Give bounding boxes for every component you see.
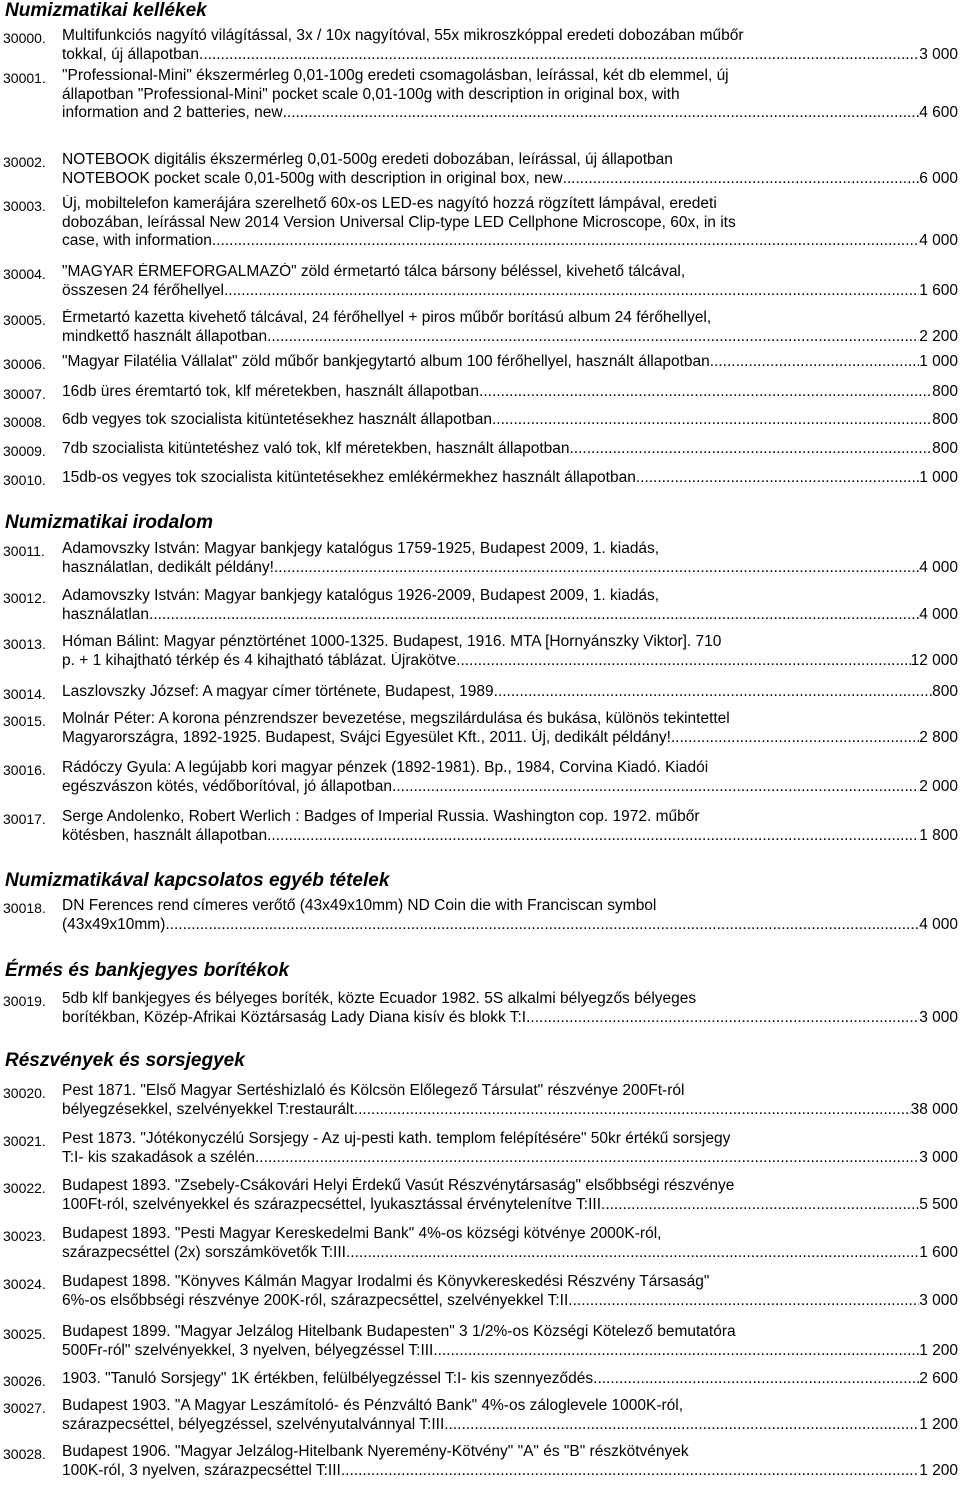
lot-number: 30021.: [3, 1133, 46, 1149]
description-line: "Magyar Filatélia Vállalat" zöld műbőr bankjegytartó album 100 férőhellyel, használt állapotban: [62, 353, 710, 370]
description-line: egészvászon kötés, védőborítóval, jó állapotban.: [62, 777, 397, 795]
entry-description: [62, 67, 958, 123]
entry-description: [62, 411, 958, 430]
starting-price: 5 500: [919, 1195, 958, 1213]
entry-description: [62, 683, 958, 702]
lot-number: 30022.: [3, 1180, 46, 1196]
entry-description: [62, 1225, 958, 1262]
lot-number: 30001.: [3, 70, 46, 86]
description-line: p. + 1 kihajtható térkép és 4 kihajtható táblázat. Újrakötve.: [62, 651, 461, 669]
starting-price: 800: [932, 440, 958, 457]
section-heading: Numizmatikával kapcsolatos egyéb tételek: [5, 870, 390, 891]
description-line: Budapest 1899. "Magyar Jelzálog Hitelbank Budapesten" 3 1/2%-os Községi Kötelező bemutatóra: [62, 1323, 736, 1340]
entry-description: [62, 1443, 958, 1480]
entry-description: [62, 469, 958, 488]
starting-price: 3 000: [919, 1008, 958, 1026]
lot-number: 30000.: [3, 30, 46, 46]
description-line: mindkettő használt állapotban: [62, 327, 268, 345]
description-line: Hóman Bálint: Magyar pénztörténet 1000-1325. Budapest, 1916. MTA [Hornyánszky Viktor]. 710: [62, 633, 722, 650]
description-line: information and 2 batteries, new: [62, 104, 283, 121]
dot-leader: [671, 729, 919, 748]
lot-number: 30016.: [3, 762, 46, 778]
starting-price: 3 000: [919, 1291, 958, 1309]
starting-price: 1 200: [919, 1341, 958, 1359]
starting-price: 6 000: [919, 169, 958, 187]
lot-number: 30014.: [3, 686, 46, 702]
description-line: szárazpecséttel (2x) sorszámkövetők T:III: [62, 1243, 346, 1261]
description-line: Molnár Péter: A korona pénzrendszer bevezetése, megszilárdulása és bukása, különös tekintettel: [62, 710, 730, 727]
starting-price: 38 000: [910, 1100, 958, 1118]
description-line: borítékban, Közép-Afrikai Köztársaság Lady Diana kisív és blokk T:I: [62, 1008, 527, 1026]
entry-description: [62, 1177, 958, 1214]
starting-price: 4 600: [919, 104, 958, 121]
dot-leader: [396, 778, 919, 797]
starting-price: 800: [932, 683, 958, 700]
description-line: 100K-ról, 3 nyelven, szárazpecséttel T:III: [62, 1461, 341, 1479]
entry-description: [62, 1397, 958, 1434]
description-line: 6%-os elsőbbségi részvénye 200K-ról, szárazpecséttel, szelvényekkel T:II: [62, 1291, 569, 1309]
dot-leader: [710, 353, 919, 372]
dot-leader: [461, 652, 911, 671]
dot-leader: [433, 1342, 919, 1361]
dot-leader: [165, 916, 919, 935]
description-line: Budapest 1893. "Zsebely-Csákovári Helyi Érdekű Vasút Részvénytársaság" elsőbbségi részvénye: [62, 1177, 735, 1194]
entry-description: [62, 440, 958, 459]
dot-leader: [563, 170, 920, 189]
starting-price: 1 600: [919, 281, 958, 299]
dot-leader: [570, 440, 933, 459]
lot-number: 30004.: [3, 266, 46, 282]
description-line: kötésben, használt állapotban: [62, 826, 268, 844]
description-line: Pest 1871. "Első Magyar Sertéshizlaló és Kölcsön Előlegező Társulat" részvénye 200Ft-ról: [62, 1082, 685, 1099]
entry-description: [62, 1273, 958, 1310]
description-line: Érmetartó kazetta kivehető tálcával, 24 férőhellyel + piros műbőr borítású album 24 férőhellyel,: [62, 309, 712, 326]
entry-description: [62, 759, 958, 796]
dot-leader: [212, 232, 919, 251]
starting-price: 3 000: [919, 45, 958, 63]
description-line: Multifunkciós nagyító világítással, 3x / 10x nagyítóval, 55x mikroszkóppal eredeti dobozában műbőr: [62, 27, 744, 44]
starting-price: 4 000: [919, 232, 958, 249]
lot-number: 30026.: [3, 1373, 46, 1389]
starting-price: 800: [932, 411, 958, 428]
description-line: Új, mobiltelefon kamerájára szerelhető 60x-os LED-es nagyító hozzá rögzített lámpával, eredeti: [62, 195, 717, 212]
entry-description: [62, 710, 958, 747]
lot-number: 30023.: [3, 1228, 46, 1244]
entry-description: [62, 1082, 958, 1119]
dot-leader: [224, 282, 919, 301]
description-line: használatlan, dedikált példány!: [62, 558, 274, 576]
description-line: Laszlovszky József: A magyar címer története, Budapest, 1989: [62, 683, 494, 700]
starting-price: 2 000: [919, 777, 958, 795]
lot-number: 30027.: [3, 1400, 46, 1416]
dot-leader: [601, 1196, 919, 1215]
entry-description: [62, 1130, 958, 1167]
starting-price: 1 200: [919, 1461, 958, 1479]
lot-number: 30012.: [3, 590, 46, 606]
starting-price: 1 800: [919, 826, 958, 844]
description-line: "MAGYAR ÉRMEFORGALMAZÓ" zöld érmetartó tálca bársony béléssel, kivehető tálcával,: [62, 263, 686, 280]
lot-number: 30017.: [3, 811, 46, 827]
dot-leader: [444, 1416, 919, 1435]
dot-leader: [492, 411, 932, 430]
lot-number: 30019.: [3, 993, 46, 1009]
description-line: Magyarországra, 1892-1925. Budapest, Svájci Egyesület Kft., 2011. Új, dedikált példány!: [62, 728, 671, 746]
description-line: 15db-os vegyes tok szocialista kitüntetésekhez emlékérmekhez használt állapotban: [62, 469, 636, 486]
starting-price: 2 800: [919, 728, 958, 746]
description-line: (43x49x10mm): [62, 915, 166, 933]
description-line: dobozában, leírással New 2014 Version Universal Clip-type LED Cellphone Microscope, 60x, in its: [62, 213, 736, 231]
entry-description: [62, 383, 958, 402]
lot-number: 30009.: [3, 443, 46, 459]
section-heading: Részvények és sorsjegyek: [5, 1050, 245, 1071]
entry-description: [62, 263, 958, 300]
lot-number: 30011.: [3, 543, 45, 559]
starting-price: 4 000: [919, 915, 958, 933]
entry-description: [62, 897, 958, 934]
entry-description: [62, 195, 958, 251]
starting-price: 1 000: [919, 353, 958, 370]
dot-leader: [149, 606, 919, 625]
description-line: "Professional-Mini" ékszermérleg 0,01-100g eredeti csomagolásban, leírással, két db elemmel, új: [62, 67, 729, 84]
starting-price: 1 600: [919, 1243, 958, 1261]
description-line: összesen 24 férőhellyel: [62, 281, 224, 299]
lot-number: 30028.: [3, 1446, 46, 1462]
section-heading: Numizmatikai kellékek: [5, 0, 207, 21]
entry-description: [62, 1323, 958, 1360]
description-line: Budapest 1898. "Könyves Kálmán Magyar Irodalmi és Könyvkereskedési Részvény Társaság": [62, 1273, 710, 1290]
description-line: szárazpecséttel, bélyegzéssel, szelvényutalvánnyal T:III: [62, 1415, 445, 1433]
description-line: 16db üres éremtartó tok, klf méretekben, használt állapotban: [62, 383, 480, 400]
description-line: Serge Andolenko, Robert Werlich : Badges of Imperial Russia. Washington cop. 1972. műbőr: [62, 808, 700, 825]
starting-price: 4 000: [919, 605, 958, 623]
description-line: Budapest 1903. "A Magyar Leszámítoló- és Pénzváltó Bank" 4%-os záloglevele 1000K-ról,: [62, 1397, 684, 1414]
description-line: 1903. "Tanuló Sorsjegy" 1K értékben, felülbélyegzéssel T:I- kis szennyeződés: [62, 1370, 594, 1387]
starting-price: 2 600: [919, 1370, 958, 1387]
description-line: Adamovszky István: Magyar bankjegy katalógus 1759-1925, Budapest 2009, 1. kiadás,: [62, 540, 660, 557]
lot-number: 30025.: [3, 1326, 46, 1342]
description-line: 500Fr-ról" szelvényekkel, 3 nyelven, bélyegzéssel T:III: [62, 1341, 434, 1359]
entry-description: [62, 27, 958, 64]
lot-number: 30005.: [3, 312, 46, 328]
lot-number: 30013.: [3, 636, 46, 652]
dot-leader: [479, 383, 932, 402]
dot-leader: [526, 1009, 919, 1028]
entry-description: [62, 808, 958, 845]
dot-leader: [494, 683, 932, 702]
section-heading: Érmés és bankjegyes borítékok: [5, 960, 290, 981]
starting-price: 4 000: [919, 558, 958, 576]
dot-leader: [341, 1462, 919, 1481]
entry-description: [62, 540, 958, 577]
description-line: Budapest 1893. "Pesti Magyar Kereskedelmi Bank" 4%-os községi kötvénye 2000K-ról,: [62, 1225, 662, 1242]
lot-number: 30008.: [3, 414, 46, 430]
description-line: 6db vegyes tok szocialista kitüntetésekhez használt állapotban: [62, 411, 492, 428]
starting-price: 1 200: [919, 1415, 958, 1433]
entry-description: [62, 1370, 958, 1389]
section-heading: Numizmatikai irodalom: [5, 512, 213, 533]
dot-leader: [267, 328, 919, 347]
lot-number: 30006.: [3, 356, 46, 372]
entry-description: [62, 990, 958, 1027]
description-line: DN Ferences rend címeres verőtő (43x49x10mm) ND Coin die with Franciscan symbol: [62, 897, 657, 914]
entry-description: [62, 633, 958, 670]
description-line: állapotban "Professional-Mini" pocket scale 0,01-100g with description in original box, with: [62, 85, 680, 103]
entry-description: [62, 151, 958, 188]
dot-leader: [593, 1370, 919, 1389]
dot-leader: [199, 46, 919, 65]
description-line: T:I- kis szakadások a szélén: [62, 1148, 255, 1166]
lot-number: 30007.: [3, 386, 46, 402]
lot-number: 30024.: [3, 1276, 46, 1292]
entry-description: [62, 353, 958, 372]
dot-leader: [274, 559, 919, 578]
starting-price: 3 000: [919, 1148, 958, 1166]
entry-description: [62, 309, 958, 346]
dot-leader: [636, 469, 919, 488]
dot-leader: [255, 1149, 919, 1168]
starting-price: 12 000: [910, 651, 958, 669]
lot-number: 30010.: [3, 472, 46, 488]
description-line: Rádóczy Gyula: A legújabb kori magyar pénzek (1892-1981). Bp., 1984, Corvina Kiadó. Kiadói: [62, 759, 709, 776]
description-line: tokkal, új állapotban: [62, 45, 200, 63]
lot-number: 30015.: [3, 713, 46, 729]
description-line: használatlan: [62, 605, 150, 623]
starting-price: 800: [932, 383, 958, 400]
description-line: Pest 1873. "Jótékonyczélú Sorsjegy - Az uj-pesti kath. templom felépítésére" 50kr értékű sorsjegy: [62, 1130, 731, 1147]
description-line: NOTEBOOK digitális ékszermérleg 0,01-500g eredeti dobozában, leírással, új állapotban: [62, 151, 673, 168]
lot-number: 30018.: [3, 900, 46, 916]
dot-leader: [354, 1101, 911, 1120]
starting-price: 2 200: [919, 327, 958, 345]
description-line: 7db szocialista kitüntetéshez való tok, klf méretekben, használt állapotban: [62, 440, 570, 457]
description-line: NOTEBOOK pocket scale 0,01-500g with description in original box, new: [62, 169, 563, 187]
description-line: 100Ft-ról, szelvényekkel és szárazpecséttel, lyukasztással érvénytelenítve T:III: [62, 1195, 602, 1213]
entry-description: [62, 587, 958, 624]
dot-leader: [568, 1292, 919, 1311]
dot-leader: [283, 104, 920, 123]
description-line: case, with information: [62, 232, 212, 249]
description-line: Adamovszky István: Magyar bankjegy katalógus 1926-2009, Budapest 2009, 1. kiadás,: [62, 587, 660, 604]
dot-leader: [267, 827, 919, 846]
lot-number: 30003.: [3, 198, 46, 214]
dot-leader: [346, 1244, 919, 1263]
lot-number: 30020.: [3, 1085, 46, 1101]
description-line: 5db klf bankjegyes és bélyeges boríték, közte Ecuador 1982. 5S alkalmi bélyegzős bélyeges: [62, 990, 697, 1007]
description-line: Budapest 1906. "Magyar Jelzálog-Hitelbank Nyeremény-Kötvény" "A" és "B" részkötvények: [62, 1443, 689, 1460]
lot-number: 30002.: [3, 154, 46, 170]
description-line: bélyegzésekkel, szelvényekkel T:restaurált: [62, 1100, 354, 1118]
starting-price: 1 000: [919, 469, 958, 486]
